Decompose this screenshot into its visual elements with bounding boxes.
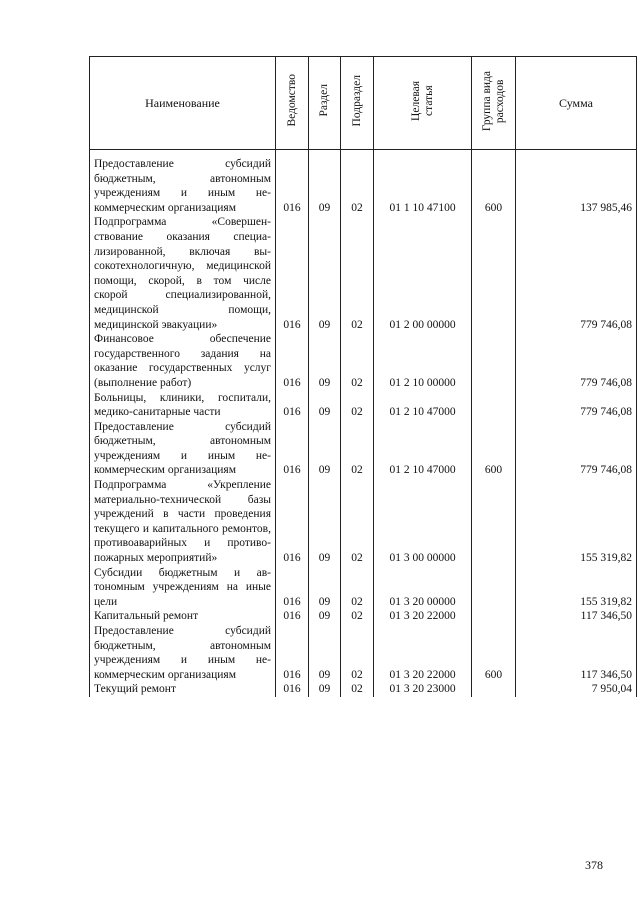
row-name: Капитальный ремонт <box>90 609 276 624</box>
row-subsection: 02 <box>341 150 374 216</box>
table-row <box>90 215 637 332</box>
row-subsection: 02 <box>341 420 374 478</box>
header-dept: Ведомство <box>276 57 309 150</box>
row-expense-group <box>472 332 516 390</box>
row-dept: 016 <box>276 624 309 682</box>
row-dept: 016 <box>276 391 309 420</box>
row-dept: 016 <box>276 420 309 478</box>
row-sum: 779 746,08 <box>516 332 637 390</box>
row-sum: 155 319,82 <box>516 566 637 610</box>
row-target-item: 01 3 20 00000 <box>374 566 472 610</box>
row-section: 09 <box>309 682 341 697</box>
page-number: 378 <box>585 858 603 872</box>
row-subsection: 02 <box>341 682 374 697</box>
row-target-item: 01 2 10 00000 <box>374 332 472 390</box>
budget-table <box>89 56 637 697</box>
header-name: Наименование <box>90 57 276 150</box>
row-dept: 016 <box>276 332 309 390</box>
row-subsection: 02 <box>341 566 374 610</box>
table-header-row <box>90 57 637 150</box>
table-row <box>90 391 637 420</box>
row-sum: 779 746,08 <box>516 215 637 332</box>
row-expense-group <box>472 609 516 624</box>
row-dept: 016 <box>276 682 309 697</box>
row-subsection: 02 <box>341 478 374 566</box>
row-subsection: 02 <box>341 391 374 420</box>
row-target-item: 01 1 10 47100 <box>374 150 472 216</box>
row-name: Текущий ремонт <box>90 682 276 697</box>
header-expense-group: Группа вида расходов <box>472 57 516 150</box>
table-row <box>90 609 637 624</box>
row-expense-group <box>472 215 516 332</box>
table-row <box>90 478 637 566</box>
row-expense-group <box>472 566 516 610</box>
row-target-item: 01 3 20 23000 <box>374 682 472 697</box>
row-expense-group <box>472 391 516 420</box>
row-expense-group: 600 <box>472 150 516 216</box>
row-name: Субсидии бюджетным и автономным учреждениям на иные цели <box>90 566 276 610</box>
row-name: Предоставление субсидий бюджетным, автономным учреждениям и иным некоммерческим организациям <box>90 624 276 682</box>
row-expense-group <box>472 478 516 566</box>
row-subsection: 02 <box>341 332 374 390</box>
row-sum: 117 346,50 <box>516 624 637 682</box>
row-target-item: 01 2 10 47000 <box>374 420 472 478</box>
table-row <box>90 682 637 697</box>
header-section: Раздел <box>309 57 341 150</box>
row-section: 09 <box>309 150 341 216</box>
row-section: 09 <box>309 609 341 624</box>
header-subsection: Подраздел <box>341 57 374 150</box>
row-dept: 016 <box>276 566 309 610</box>
row-expense-group <box>472 682 516 697</box>
row-name: Подпрограмма «Совершенствование оказания специализированной, включая высокотехнологичную, медицинской помощи, скорой, в том числе скорой специализированной, медицинской помощи, медицинской эвакуации» <box>90 215 276 332</box>
row-expense-group: 600 <box>472 420 516 478</box>
row-name: Предоставление субсидий бюджетным, автономным учреждениям и иным некоммерческим организациям <box>90 420 276 478</box>
row-name: Больницы, клиники, госпитали, медико-санитарные части <box>90 391 276 420</box>
row-section: 09 <box>309 332 341 390</box>
row-dept: 016 <box>276 478 309 566</box>
row-dept: 016 <box>276 150 309 216</box>
row-name: Предоставление субсидий бюджетным, автономным учреждениям и иным некоммерческим организациям <box>90 150 276 216</box>
row-sum: 7 950,04 <box>516 682 637 697</box>
table-row <box>90 624 637 682</box>
row-target-item: 01 2 10 47000 <box>374 391 472 420</box>
row-section: 09 <box>309 420 341 478</box>
row-sum: 155 319,82 <box>516 478 637 566</box>
row-dept: 016 <box>276 609 309 624</box>
row-subsection: 02 <box>341 609 374 624</box>
row-section: 09 <box>309 391 341 420</box>
row-sum: 137 985,46 <box>516 150 637 216</box>
row-dept: 016 <box>276 215 309 332</box>
header-target-item: Целевая статья <box>374 57 472 150</box>
row-subsection: 02 <box>341 624 374 682</box>
table-row <box>90 332 637 390</box>
row-section: 09 <box>309 215 341 332</box>
table-row <box>90 420 637 478</box>
row-section: 09 <box>309 624 341 682</box>
row-target-item: 01 3 20 22000 <box>374 609 472 624</box>
row-sum: 117 346,50 <box>516 609 637 624</box>
row-target-item: 01 3 20 22000 <box>374 624 472 682</box>
row-section: 09 <box>309 478 341 566</box>
row-target-item: 01 2 00 00000 <box>374 215 472 332</box>
row-name: Финансовое обеспечение государственного задания на оказание государственных услуг (выполнение работ) <box>90 332 276 390</box>
table-row <box>90 150 637 216</box>
row-sum: 779 746,08 <box>516 391 637 420</box>
table-row <box>90 566 637 610</box>
header-sum: Сумма <box>516 57 637 150</box>
row-sum: 779 746,08 <box>516 420 637 478</box>
row-subsection: 02 <box>341 215 374 332</box>
row-expense-group: 600 <box>472 624 516 682</box>
row-target-item: 01 3 00 00000 <box>374 478 472 566</box>
row-name: Подпрограмма «Укрепление материально-технической базы учреждений в части проведения текущего и капитального ремонтов, противоаварийных и противопожарных мероприятий» <box>90 478 276 566</box>
row-section: 09 <box>309 566 341 610</box>
